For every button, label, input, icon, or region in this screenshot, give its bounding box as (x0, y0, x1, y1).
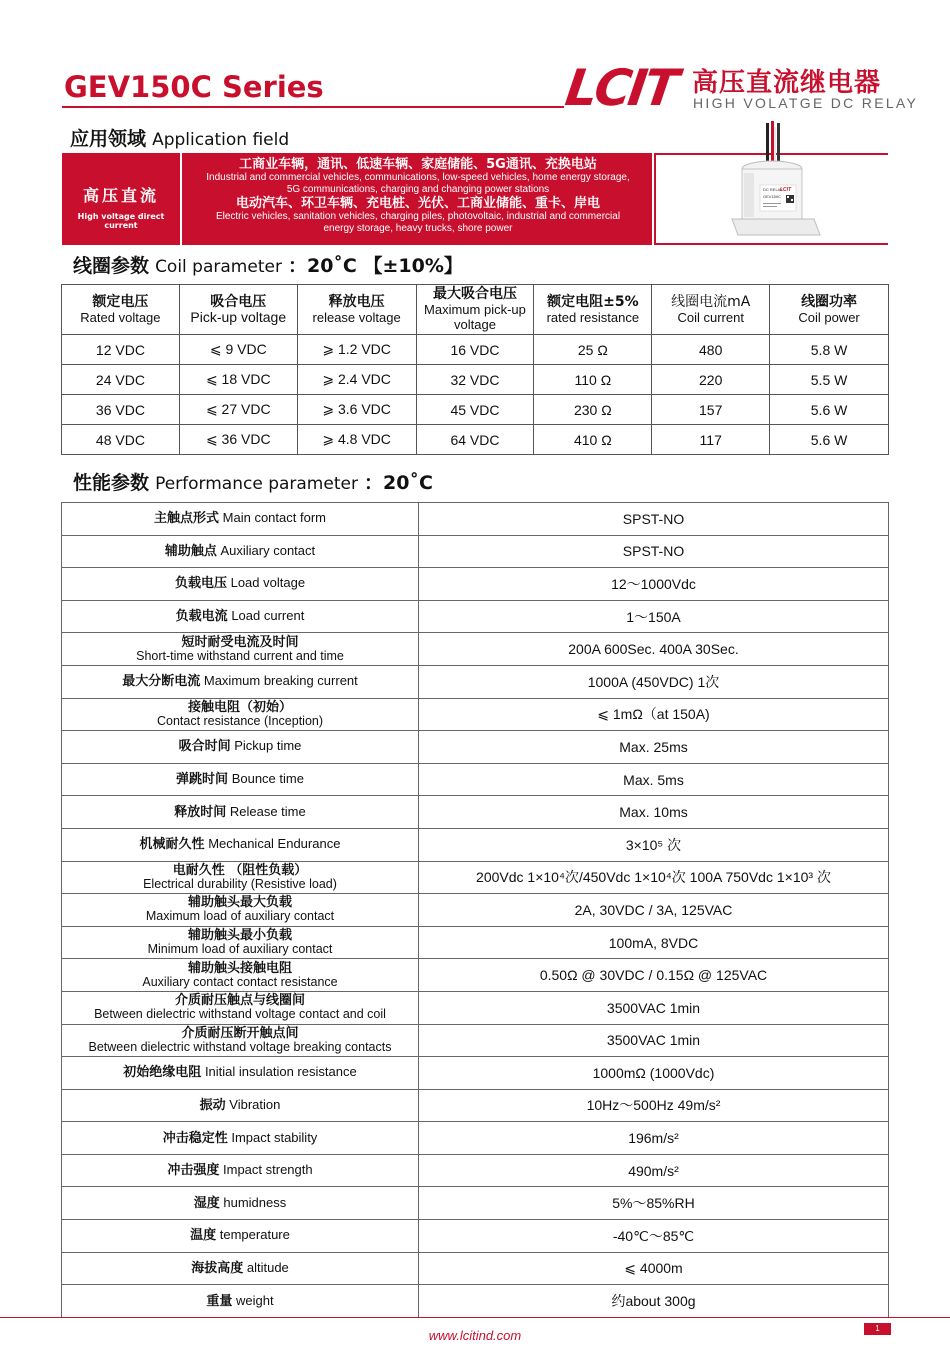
parameter-name-cell (62, 796, 419, 829)
parameter-name-cell (62, 894, 419, 927)
table-row (62, 568, 889, 601)
parameter-name-cn: 辅助触头接触电阻 (187, 960, 292, 976)
parameter-name-en: Main contact form (222, 510, 326, 526)
performance-heading-condition: ：20˚C (364, 472, 433, 494)
table-cell: 48 VDC (62, 425, 180, 455)
table-cell: 12 VDC (62, 335, 180, 365)
header-divider (62, 106, 564, 108)
table-cell: ⩽ 18 VDC (179, 365, 297, 395)
coil-header-cell: 最大吸合电压 Maximum pick-up voltage (416, 285, 534, 335)
table-row (62, 1187, 889, 1220)
parameter-name-cell (62, 1285, 419, 1318)
logo-chinese-text: 高压直流继电器 (692, 68, 882, 98)
table-cell: ⩾ 2.4 VDC (297, 365, 416, 395)
parameter-value-cell: 3500VAC 1min (419, 991, 889, 1024)
parameter-name-en: Short-time withstand current and time (136, 648, 344, 663)
performance-heading-cn: 性能参数 (73, 472, 150, 494)
parameter-value-cell: -40℃～85℃ (419, 1220, 889, 1253)
parameter-name-cn: 吸合时间 (178, 739, 231, 755)
application-line1-cn: 工商业车辆，通讯、低速车辆、家庭储能、5G通讯、充换电站 (239, 157, 597, 172)
parameter-value-cell: 0.50Ω @ 30VDC / 0.15Ω @ 125VAC (419, 959, 889, 992)
parameter-name-cell (62, 763, 419, 796)
table-row (62, 535, 889, 568)
table-row (62, 763, 889, 796)
brand-logo (561, 58, 919, 118)
product-label-brand: LCIT (780, 187, 792, 193)
table-row (62, 1252, 889, 1285)
parameter-name-cn: 机械耐久性 (139, 837, 205, 853)
table-row (62, 698, 889, 731)
parameter-name-en: Vibration (229, 1096, 281, 1112)
parameter-name-cn: 冲击稳定性 (162, 1130, 228, 1146)
table-row (62, 1122, 889, 1155)
parameter-name-cell (62, 1252, 419, 1285)
product-image-panel (656, 153, 888, 245)
table-row (62, 1057, 889, 1090)
table-cell: ⩽ 27 VDC (179, 395, 297, 425)
table-cell: 5.5 W (770, 365, 889, 395)
product-label-model: GEV150C (763, 194, 782, 199)
application-heading-cn: 应用领域 (70, 128, 147, 150)
table-row (62, 926, 889, 959)
coil-header-cell: 释放电压 release voltage (297, 285, 416, 335)
table-cell: 5.8 W (770, 335, 889, 365)
application-heading (70, 124, 289, 151)
parameter-name-cell (62, 633, 419, 666)
coil-header-cell: 线圈电流mA Coil current (652, 285, 770, 335)
parameter-name-cn: 温度 (190, 1228, 217, 1244)
coil-parameter-table (61, 284, 889, 455)
product-label-top: DC RELAY (763, 187, 783, 192)
table-cell: 64 VDC (416, 425, 534, 455)
parameter-name-en: Load voltage (230, 575, 306, 591)
table-cell: 32 VDC (416, 365, 534, 395)
parameter-name-en: Impact stability (231, 1129, 318, 1145)
logo-english-text: HIGH VOLATGE DC RELAY (693, 95, 919, 111)
application-banner (62, 153, 888, 245)
parameter-value-cell: 100mA, 8VDC (419, 926, 889, 959)
parameter-name-cell (62, 1024, 419, 1057)
application-category (62, 153, 182, 245)
table-cell: 480 (652, 335, 770, 365)
performance-parameter-table (61, 502, 889, 1318)
parameter-name-en: Between dielectric withstand voltage contact and coil (94, 1007, 386, 1022)
parameter-name-cn: 负载电流 (175, 609, 228, 625)
parameter-name-cn: 振动 (199, 1097, 226, 1113)
parameter-name-cn: 介质耐压断开触点间 (181, 1025, 299, 1041)
table-cell: ⩾ 4.8 VDC (297, 425, 416, 455)
table-row (62, 600, 889, 633)
table-row (62, 959, 889, 992)
parameter-value-cell: 196m/s² (419, 1122, 889, 1155)
parameter-name-cn: 重量 (206, 1293, 233, 1309)
parameter-value-cell: 3500VAC 1min (419, 1024, 889, 1057)
page-number: 1 (864, 1323, 891, 1335)
parameter-value-cell: 490m/s² (419, 1154, 889, 1187)
table-row (62, 894, 889, 927)
parameter-name-en: Contact resistance (Inception) (156, 713, 324, 728)
coil-heading-en: Coil parameter (155, 257, 282, 277)
coil-heading (73, 251, 463, 278)
parameter-name-en: temperature (219, 1227, 290, 1243)
application-heading-en: Application field (152, 130, 290, 150)
parameter-name-en: Impact strength (223, 1162, 313, 1178)
table-row (62, 503, 889, 536)
table-row (62, 665, 889, 698)
parameter-name-cell (62, 600, 419, 633)
table-cell: 24 VDC (62, 365, 180, 395)
parameter-name-cell (62, 828, 419, 861)
parameter-value-cell: SPST-NO (419, 535, 889, 568)
table-cell: 230 Ω (534, 395, 652, 425)
table-cell: 45 VDC (416, 395, 534, 425)
parameter-name-cn: 湿度 (193, 1195, 220, 1211)
parameter-name-cn: 介质耐压触点与线圈间 (174, 993, 305, 1009)
parameter-value-cell: 200Vdc 1×10⁴次/450Vdc 1×10⁴次 100A 750Vdc 1×10³ 次 (419, 861, 889, 894)
parameter-name-cell (62, 1089, 419, 1122)
parameter-name-cn: 辅助触头最小负载 (187, 928, 292, 944)
parameter-name-cn: 初始绝缘电阻 (123, 1065, 202, 1081)
table-row (62, 633, 889, 666)
footer-divider (0, 1317, 950, 1318)
parameter-name-cn: 最大分断电流 (122, 674, 201, 690)
table-row (62, 731, 889, 764)
application-category-en: High voltage direct current (77, 212, 165, 230)
coil-header-cell: 额定电阻±5% rated resistance (534, 285, 652, 335)
relay-product-image (730, 121, 822, 245)
table-row (62, 335, 889, 365)
parameter-name-cell (62, 1187, 419, 1220)
parameter-name-cn: 弹跳时间 (176, 772, 229, 788)
parameter-name-cell (62, 1154, 419, 1187)
table-cell: 5.6 W (770, 425, 889, 455)
parameter-name-cn: 负载电压 (174, 576, 227, 592)
table-cell: 25 Ω (534, 335, 652, 365)
parameter-name-en: Between dielectric withstand voltage breaking contacts (88, 1039, 392, 1054)
parameter-name-en: weight (236, 1292, 274, 1308)
series-title: GEV150C Series (64, 70, 324, 104)
parameter-name-cell (62, 731, 419, 764)
parameter-name-cn: 海拔高度 (191, 1260, 244, 1276)
table-cell: 410 Ω (534, 425, 652, 455)
parameter-value-cell: 3×10⁵ 次 (419, 828, 889, 861)
parameter-value-cell: Max. 5ms (419, 763, 889, 796)
parameter-name-cn: 短时耐受电流及时间 (181, 634, 299, 650)
application-line2-en-b: energy storage, heavy trucks, shore power (323, 223, 513, 234)
parameter-value-cell: 200A 600Sec. 400A 30Sec. (419, 633, 889, 666)
table-cell: 16 VDC (416, 335, 534, 365)
parameter-name-en: Auxiliary contact (220, 542, 316, 558)
parameter-value-cell: 1000A (450VDC) 1次 (419, 665, 889, 698)
table-row (62, 1285, 889, 1318)
table-row (62, 991, 889, 1024)
parameter-name-cell (62, 861, 419, 894)
table-cell: 36 VDC (62, 395, 180, 425)
table-cell: ⩽ 9 VDC (179, 335, 297, 365)
table-cell: ⩾ 1.2 VDC (297, 335, 416, 365)
application-line2-cn: 电动汽车、环卫车辆、充电桩、光伏、工商业储能、重卡、岸电 (235, 196, 600, 211)
parameter-name-cn: 电耐久性 （阻性负载） (172, 862, 308, 878)
parameter-name-cn: 冲击强度 (167, 1163, 220, 1179)
parameter-name-en: Auxiliary contact contact resistance (142, 974, 338, 989)
coil-header-cell: 额定电压 Rated voltage (62, 285, 180, 335)
parameter-value-cell: SPST-NO (419, 503, 889, 536)
parameter-name-cn: 释放时间 (174, 804, 227, 820)
table-row (62, 828, 889, 861)
parameter-value-cell: 2A, 30VDC / 3A, 125VAC (419, 894, 889, 927)
parameter-value-cell: ⩽ 1mΩ（at 150A) (419, 698, 889, 731)
coil-table-header-row (62, 285, 889, 335)
parameter-value-cell: 1～150A (419, 600, 889, 633)
parameter-name-cell (62, 991, 419, 1024)
table-row (62, 1089, 889, 1122)
coil-header-cell: 吸合电压 Pick-up voltage (179, 285, 297, 335)
parameter-value-cell: 1000mΩ (1000Vdc) (419, 1057, 889, 1090)
application-line1-en-a: Industrial and commercial vehicles, communications, low-speed vehicles, home energy storage, (206, 172, 630, 183)
coil-header-cell: 线圈功率 Coil power (770, 285, 889, 335)
table-row (62, 1220, 889, 1253)
parameter-value-cell: 约about 300g (419, 1285, 889, 1318)
performance-heading (73, 468, 433, 495)
table-cell: 110 Ω (534, 365, 652, 395)
parameter-name-en: humidness (223, 1194, 287, 1210)
table-row (62, 365, 889, 395)
parameter-name-cell (62, 665, 419, 698)
parameter-value-cell: Max. 10ms (419, 796, 889, 829)
parameter-name-cell (62, 568, 419, 601)
parameter-name-en: Release time (229, 803, 306, 819)
application-line1-en-b: 5G communications, charging and changing power stations (286, 184, 550, 195)
parameter-value-cell: 10Hz～500Hz 49m/s² (419, 1089, 889, 1122)
parameter-name-cn: 主触点形式 (154, 511, 220, 527)
table-row (62, 425, 889, 455)
parameter-name-en: Pickup time (234, 738, 302, 754)
coil-heading-condition: ：20˚C 【±10%】 (287, 255, 463, 277)
parameter-name-en: Electrical durability (Resistive load) (143, 876, 337, 891)
application-line2-en-a: Electric vehicles, sanitation vehicles, charging piles, photovoltaic, industrial and commercial (215, 211, 621, 222)
table-cell: 157 (652, 395, 770, 425)
application-list (184, 153, 654, 245)
parameter-name-cell (62, 503, 419, 536)
table-row (62, 796, 889, 829)
parameter-name-en: Initial insulation resistance (204, 1064, 357, 1080)
table-row (62, 1154, 889, 1187)
table-row (62, 395, 889, 425)
parameter-value-cell: ⩽ 4000m (419, 1252, 889, 1285)
coil-heading-cn: 线圈参数 (73, 255, 150, 277)
table-cell: 117 (652, 425, 770, 455)
parameter-name-cell (62, 926, 419, 959)
parameter-value-cell: Max. 25ms (419, 731, 889, 764)
parameter-name-en: Minimum load of auxiliary contact (147, 942, 333, 957)
parameter-name-en: Mechanical Endurance (208, 836, 341, 852)
table-row (62, 1024, 889, 1057)
parameter-value-cell: 12～1000Vdc (419, 568, 889, 601)
parameter-name-cn: 接触电阻（初始） (187, 699, 292, 715)
logo-mark: LCIT (561, 59, 680, 117)
application-category-cn: 高压直流 (82, 186, 159, 205)
performance-table-body (62, 503, 889, 1318)
parameter-name-en: Load current (231, 608, 305, 624)
table-cell: ⩽ 36 VDC (179, 425, 297, 455)
parameter-name-en: Maximum load of auxiliary contact (145, 909, 335, 924)
parameter-name-cn: 辅助触点 (164, 543, 217, 559)
parameter-name-cell (62, 959, 419, 992)
parameter-name-cell (62, 698, 419, 731)
table-cell: 220 (652, 365, 770, 395)
table-cell: 5.6 W (770, 395, 889, 425)
table-cell: ⩾ 3.6 VDC (297, 395, 416, 425)
footer-website-link[interactable]: www.lcitind.com (428, 1328, 522, 1343)
parameter-name-cell (62, 535, 419, 568)
parameter-name-cn: 辅助触头最大负载 (187, 895, 292, 911)
parameter-name-cell (62, 1057, 419, 1090)
parameter-name-cell (62, 1220, 419, 1253)
table-row (62, 861, 889, 894)
parameter-value-cell: 5%～85%RH (419, 1187, 889, 1220)
parameter-name-cell (62, 1122, 419, 1155)
parameter-name-en: Bounce time (231, 771, 304, 787)
performance-heading-en: Performance parameter (155, 474, 358, 494)
parameter-name-en: altitude (246, 1259, 289, 1275)
parameter-name-en: Maximum breaking current (203, 673, 358, 689)
